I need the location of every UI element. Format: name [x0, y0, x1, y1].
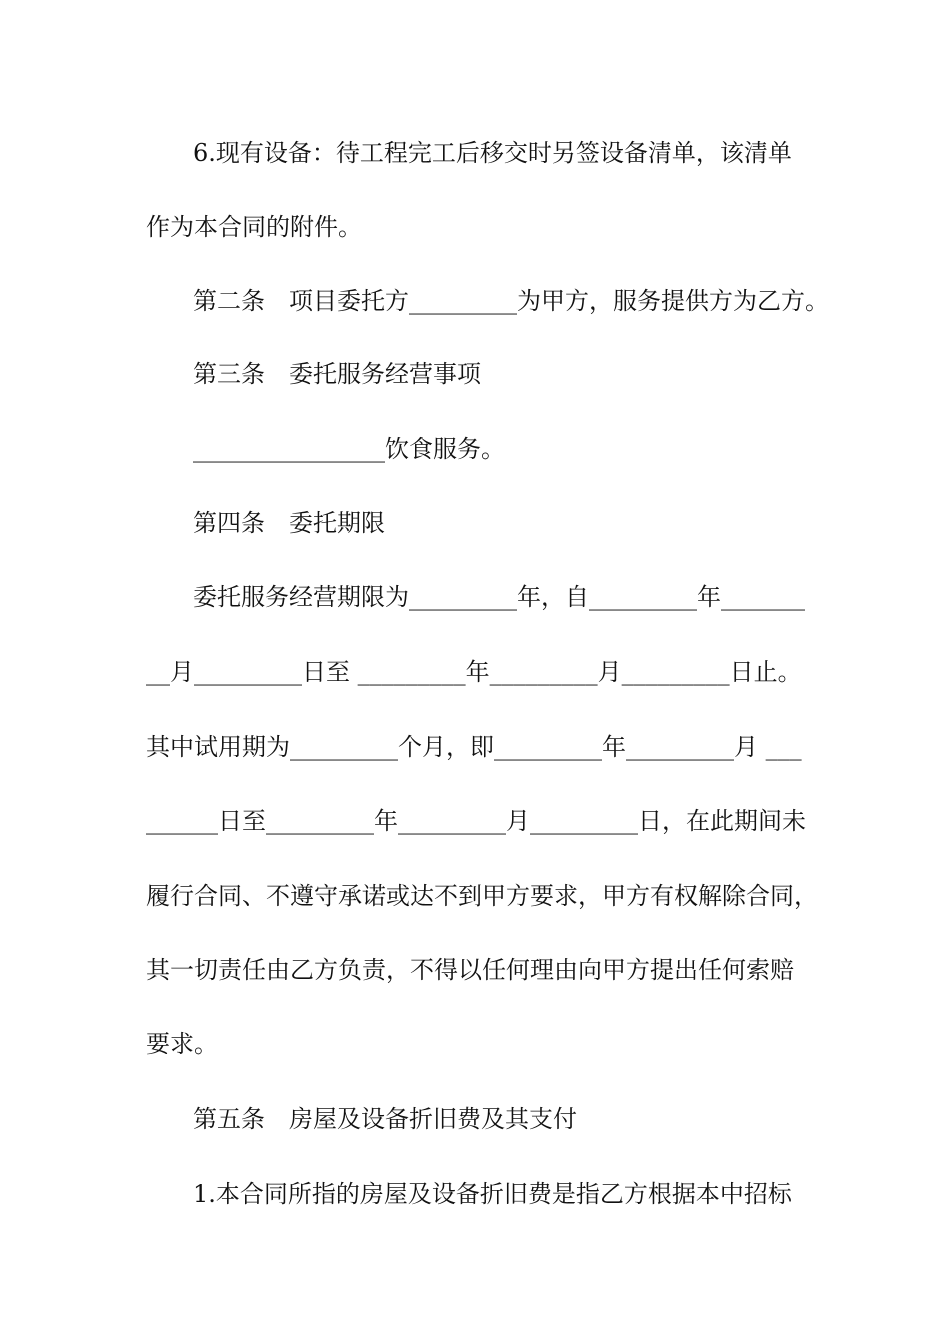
text-line-12: 其一切责任由乙方负责，不得以任何理由向甲方提出任何索赔	[146, 956, 794, 984]
text-line-2: 作为本合同的附件。	[146, 213, 362, 241]
text-line-13: 要求。	[146, 1030, 218, 1058]
text-line-5: ________________饮食服务。	[193, 435, 505, 463]
article-5-heading: 第五条 房屋及设备折旧费及其支付	[193, 1105, 577, 1133]
text-line-9: 其中试用期为_________个月，即_________年_________月 ___	[146, 733, 802, 761]
text-line-8: __月_________日至 _________年_________月_________日止。	[146, 658, 802, 686]
text-line-15: 1.本合同所指的房屋及设备折旧费是指乙方根据本中招标	[193, 1180, 792, 1208]
text-line-7: 委托服务经营期限为_________年，自_________年_______	[193, 583, 805, 611]
article-3-heading: 第三条 委托服务经营事项	[193, 360, 481, 388]
text-line-11: 履行合同、不遵守承诺或达不到甲方要求，甲方有权解除合同，	[146, 882, 818, 910]
text-line-1: 6.现有设备：待工程完工后移交时另签设备清单，该清单	[193, 139, 792, 167]
text-line-10: ______日至_________年_________月_________日，在此期间未	[146, 807, 806, 835]
article-4-heading: 第四条 委托期限	[193, 509, 385, 537]
article-2-line: 第二条 项目委托方_________为甲方，服务提供方为乙方。	[193, 287, 829, 315]
